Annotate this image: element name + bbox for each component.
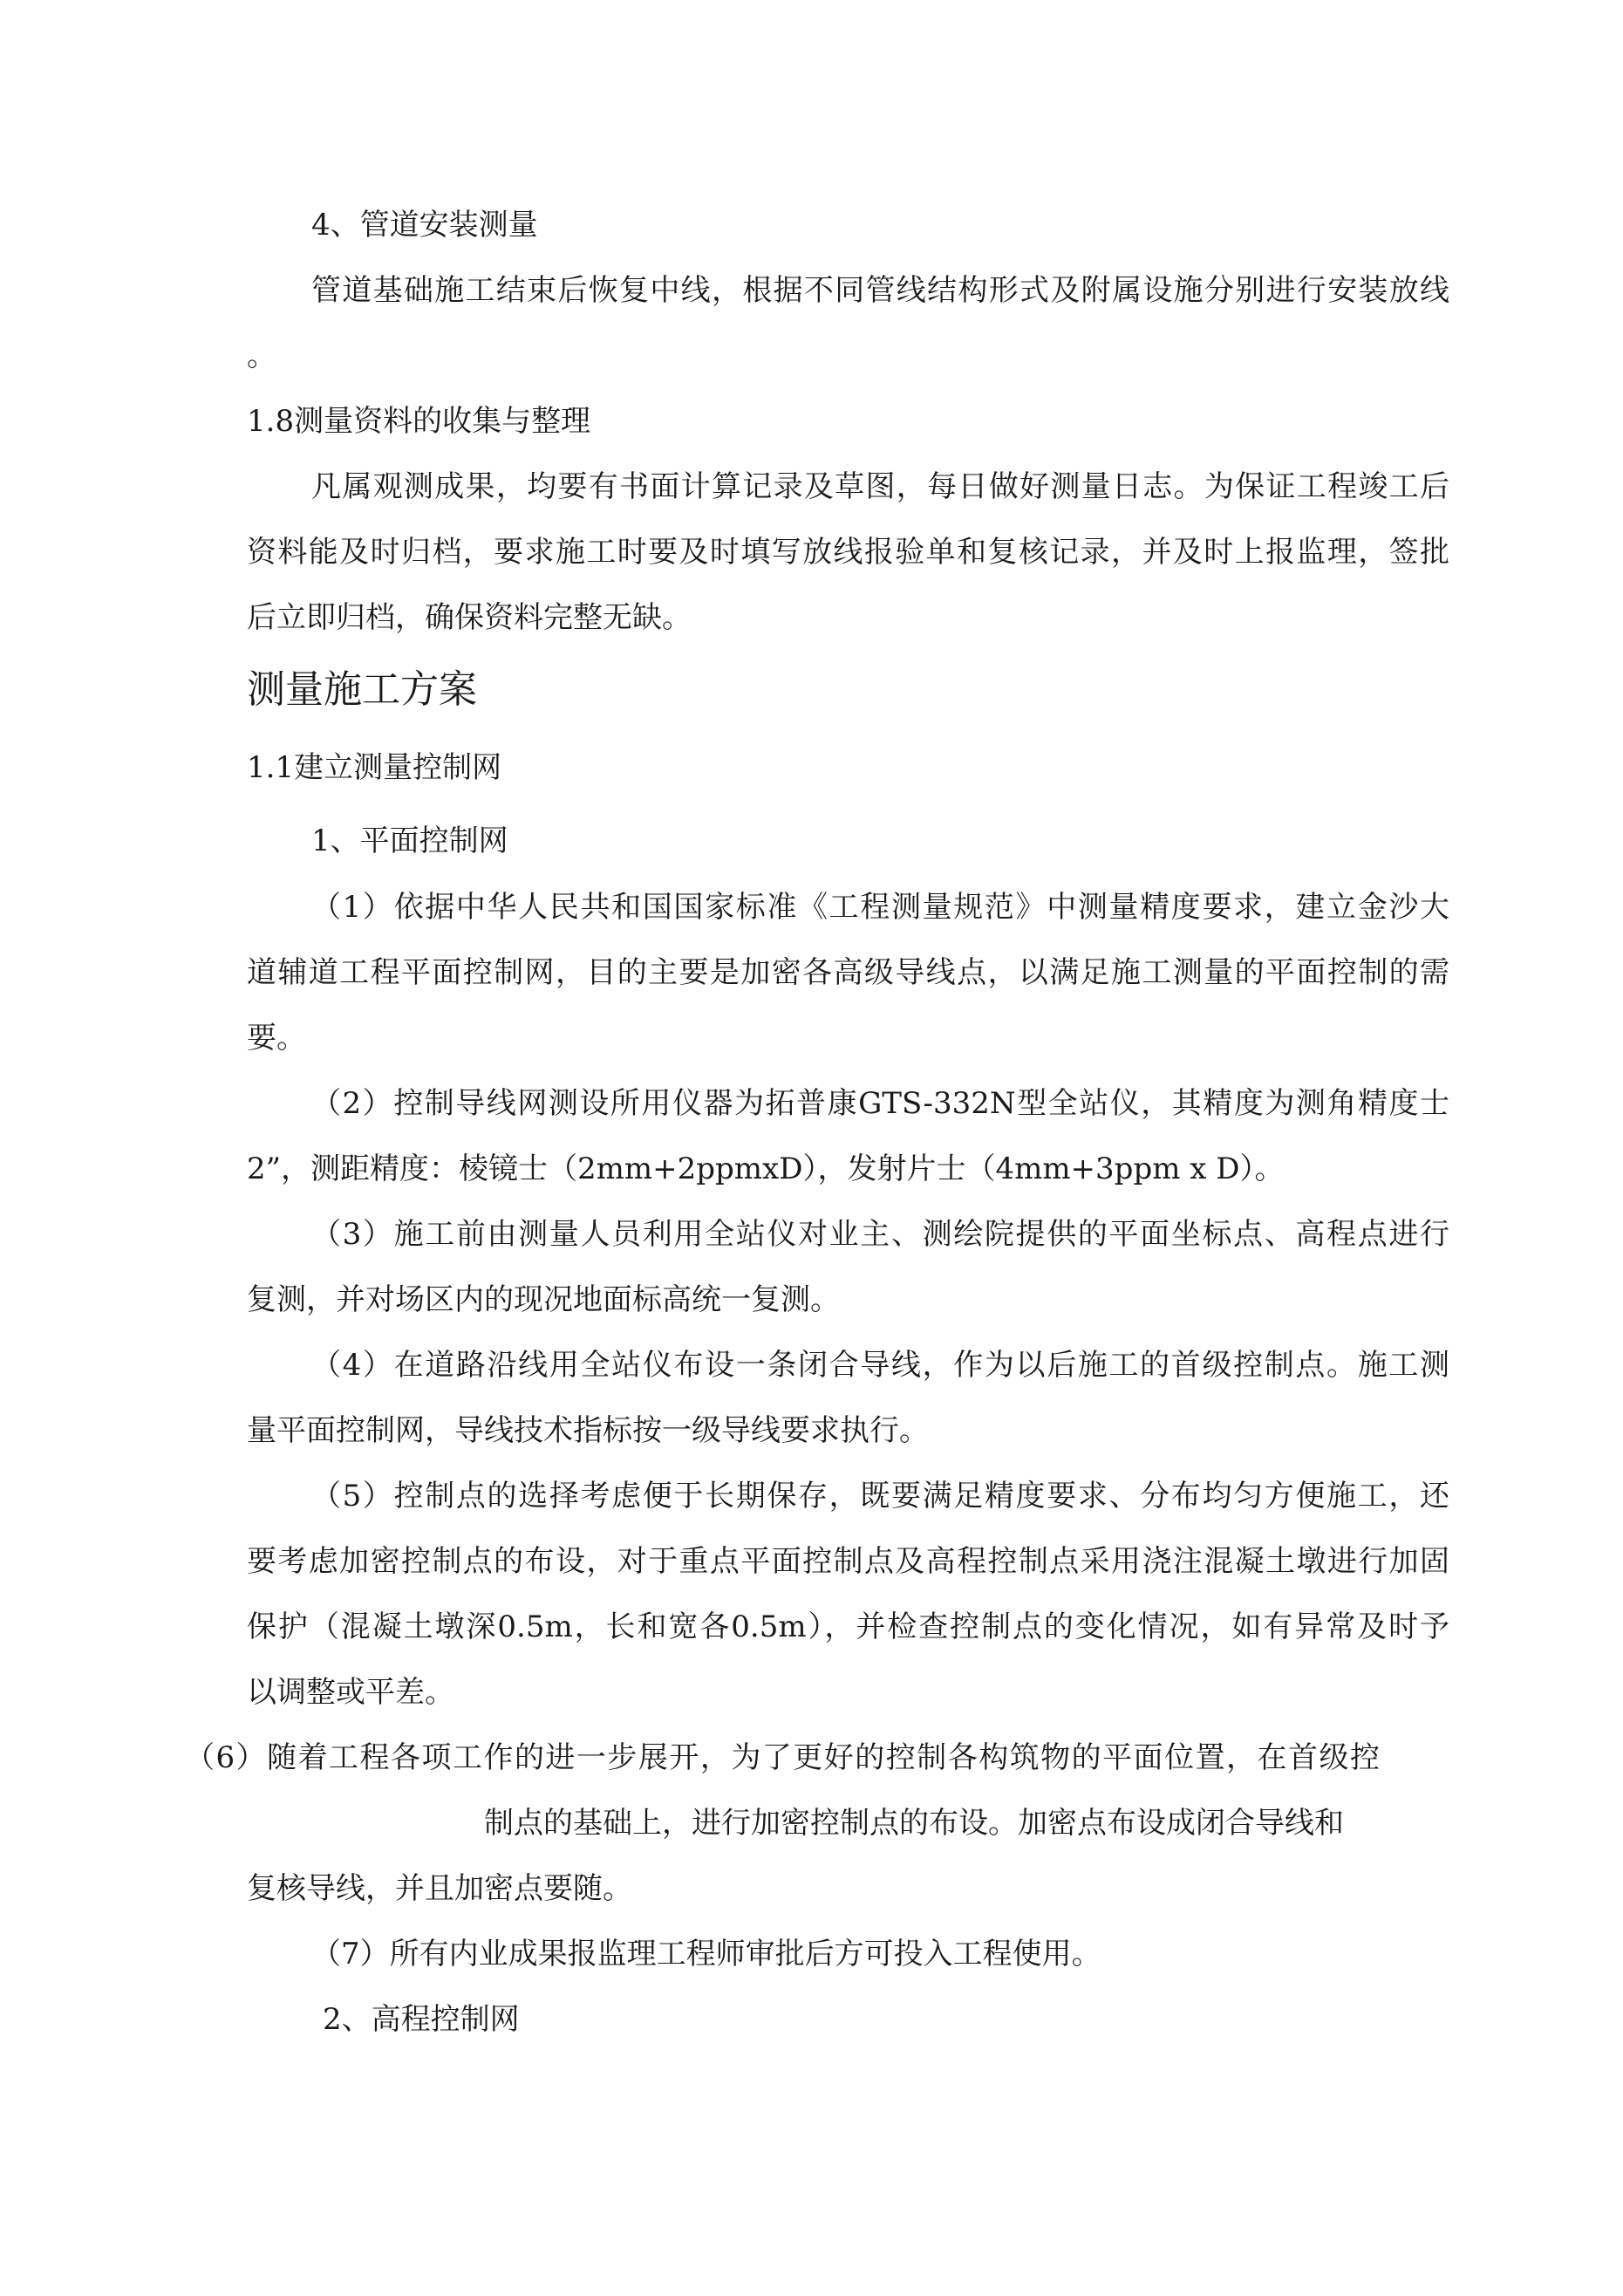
item-2-line: 2”，测距精度：棱镜士（2mm+2ppmxD），发射片士（4mm+3ppm x D）。 <box>247 1151 1285 1186</box>
section-4-body-line: 管道基础施工结束后恢复中线，根据不同管线结构形式及附属设施分别进行安装放线 <box>311 273 1449 308</box>
item-5-line: 保护（混凝土墩深0.5m，长和宽各0.5m），并检查控制点的变化情况，如有异常及时予 <box>247 1609 1449 1644</box>
item-4-line: 量平面控制网，导线技术指标按一级导线要求执行。 <box>247 1413 929 1448</box>
section-1-1-title: 1.1建立测量控制网 <box>247 750 502 785</box>
section-4-title: 4、管道安装测量 <box>311 208 538 243</box>
item-2-line: （2）控制导线网测设所用仪器为拓普康GTS-332N型全站仪，其精度为测角精度士 <box>311 1086 1449 1121</box>
subsection-elevation-control-title: 2、高程控制网 <box>323 2002 520 2037</box>
item-5-line: 要考虑加密控制点的布设，对于重点平面控制点及高程控制点采用浇注混凝土墩进行加固 <box>247 1544 1449 1579</box>
section-1-8-para-line: 资料能及时归档，要求施工时要及时填写放线报验单和复核记录，并及时上报监理，签批 <box>247 535 1449 570</box>
item-5-line: （5）控制点的选择考虑便于长期保存，既要满足精度要求、分布均匀方便施工，还 <box>311 1479 1449 1514</box>
subsection-plane-control-title: 1、平面控制网 <box>311 823 508 858</box>
item-1-line: 要。 <box>247 1021 306 1056</box>
section-1-8-para-line: 后立即归档，确保资料完整无缺。 <box>247 600 692 635</box>
item-6-line: 复核导线，并且加密点要随。 <box>247 1871 632 1906</box>
item-1-line: 道辅道工程平面控制网，目的主要是加密各高级导线点，以满足施工测量的平面控制的需 <box>247 955 1449 990</box>
item-5-line: 以调整或平差。 <box>247 1675 454 1710</box>
chapter-title: 测量施工方案 <box>247 667 477 712</box>
item-6-line: （6）随着工程各项工作的进一步展开，为了更好的控制各构筑物的平面位置，在首级控 <box>185 1740 1380 1775</box>
item-4-line: （4）在道路沿线用全站仪布设一条闭合导线，作为以后施工的首级控制点。施工测 <box>311 1348 1449 1383</box>
item-6-line: 制点的基础上，进行加密控制点的布设。加密点布设成闭合导线和 <box>484 1806 1344 1841</box>
item-7-line: （7）所有内业成果报监理工程师审批后方可投入工程使用。 <box>311 1937 1101 1971</box>
item-3-line: 复测，并对场区内的现况地面标高统一复测。 <box>247 1282 840 1317</box>
section-1-8-title: 1.8测量资料的收集与整理 <box>247 404 591 439</box>
section-4-body-line: 。 <box>247 338 276 373</box>
item-3-line: （3）施工前由测量人员利用全站仪对业主、测绘院提供的平面坐标点、高程点进行 <box>311 1217 1449 1252</box>
section-1-8-para-line: 凡属观测成果，均要有书面计算记录及草图，每日做好测量日志。为保证工程竣工后 <box>311 469 1449 504</box>
item-1-line: （1）依据中华人民共和国国家标准《工程测量规范》中测量精度要求，建立金沙大 <box>311 890 1449 925</box>
